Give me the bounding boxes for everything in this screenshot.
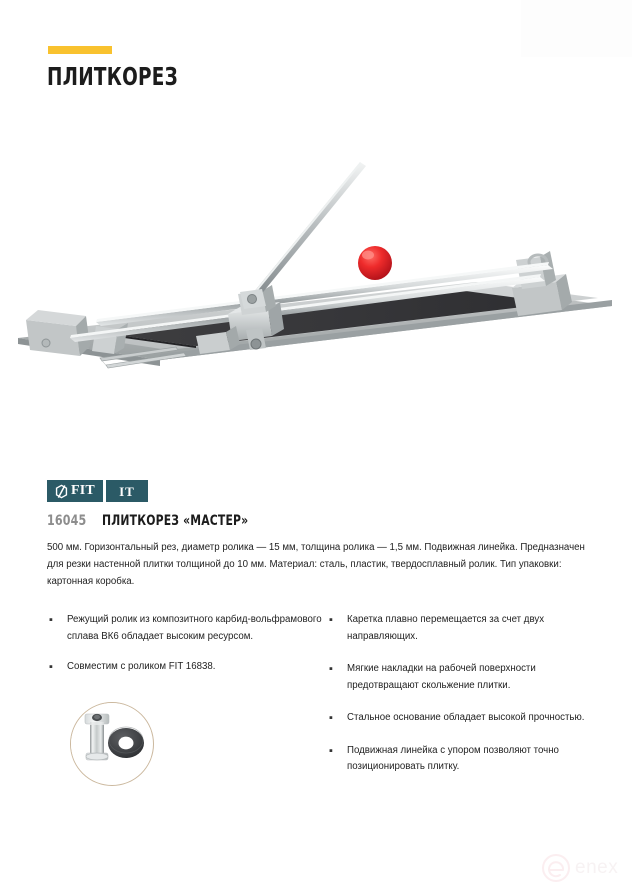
cutting-wheel-closeup-illustration — [71, 703, 151, 783]
bullet-icon: ▪ — [329, 663, 333, 675]
corner-band — [521, 0, 632, 57]
feature-text: Совместим с роликом FIT 16838. — [67, 661, 216, 672]
list-item — [327, 612, 596, 645]
bullet-icon: ▪ — [329, 744, 333, 757]
accent-bar — [48, 46, 112, 54]
product-description: 500 мм. Горизонтальный рез, диаметр ролика — 15 мм, толщина ролика — 1,5 мм. Подвижная линейка. Предназначен для резки настенной плитки толщиной до 10 мм. Материал: сталь, пластик, твердосплавный ролик. Тип упаковки: картонная коробка. — [47, 542, 585, 588]
feature-column-right — [327, 612, 596, 792]
list-item — [327, 661, 596, 694]
feature-text: Каретка плавно перемещается за счет двух направляющих. — [347, 614, 545, 642]
bullet-icon: ▪ — [49, 661, 53, 673]
feature-text: Стальное основание обладает высокой прочностью. — [347, 712, 585, 723]
detail-inset-image — [70, 702, 154, 786]
feature-text: Мягкие накладки на рабочей поверхности предотвращают скольжение плитки. — [347, 663, 536, 691]
enex-watermark — [541, 851, 627, 884]
bullet-icon: ▪ — [329, 614, 333, 626]
feature-text: Подвижная линейка с упором позволяют точно позиционировать плитку. — [347, 744, 559, 772]
tile-cutter-illustration — [0, 110, 632, 370]
enex-circle-logo-icon — [541, 853, 571, 883]
list-item — [327, 743, 596, 776]
page-title: ПЛИТКОРЕЗ — [47, 62, 178, 91]
brand-fit-label: FIT — [71, 483, 95, 498]
feature-text: Режущий ролик из композитного карбид-вольфрамового сплава ВК6 обладает высоким ресурсом. — [67, 614, 322, 642]
product-name: ПЛИТКОРЕЗ «МАСТЕР» — [101, 513, 249, 529]
brand-logo — [47, 480, 148, 502]
list-item — [327, 710, 596, 727]
bullet-icon: ▪ — [329, 712, 333, 724]
brand-it-label: IT — [119, 483, 135, 499]
fit-shield-icon — [55, 484, 68, 499]
bullet-icon: ▪ — [49, 614, 53, 626]
brand-box-fit — [47, 480, 103, 502]
list-item — [47, 612, 327, 645]
enex-watermark-label: enex — [575, 857, 619, 878]
product-hero-image — [0, 110, 632, 370]
product-sku: 16045 — [47, 513, 87, 529]
list-item — [47, 659, 327, 676]
product-heading — [47, 513, 272, 529]
brand-box-it — [106, 480, 148, 502]
